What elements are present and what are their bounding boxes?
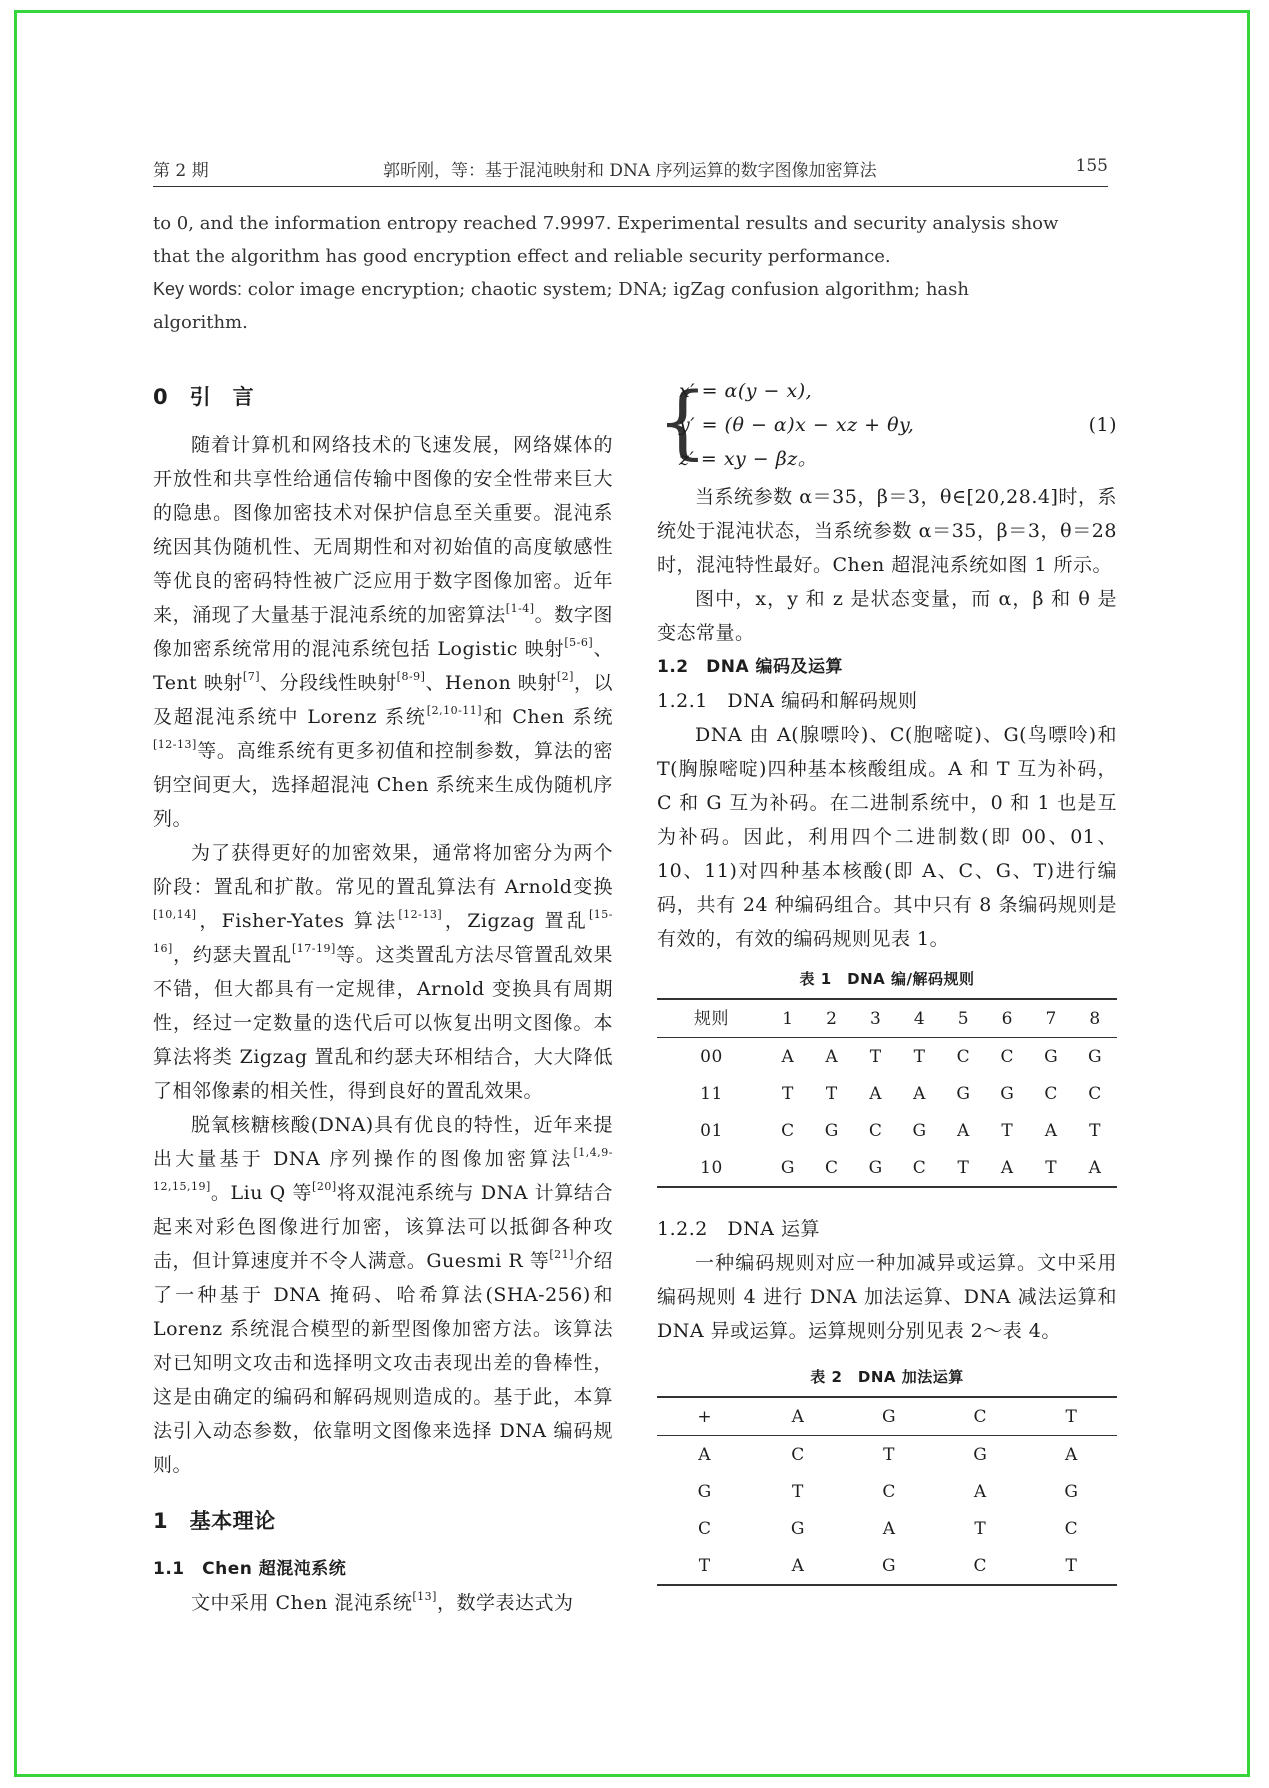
- table-cell: A: [1000, 1157, 1014, 1178]
- citation: [15-16]: [153, 908, 613, 955]
- subsection-1-1-title: 1.1 Chen 超混沌系统: [153, 1559, 347, 1579]
- citation: [12-13]: [398, 908, 443, 921]
- citation: [13]: [412, 1590, 437, 1603]
- citation: [2,10-11]: [426, 704, 483, 717]
- table-cell: 11: [700, 1083, 723, 1104]
- table-cell: 10: [700, 1157, 723, 1178]
- paragraph: DNA 由 A(腺嘌呤)、C(胞嘧啶)、G(鸟嘌呤)和 T(胸腺嘧啶)四种基本核酸组成。A 和 T 互为补码，C 和 G 互为补码。在二进制系统中，0 和 1 也是互为补码。因此，利用四个二进制数(即 00、01、10、11)对四种基本核酸(即 A、C、G、T)进行编码，共有 24 种编码组合。其中只有 8 条编码规则是有效的，有效的编码规则见表 1。: [657, 724, 1117, 950]
- table-cell: G: [780, 1157, 795, 1178]
- table-2: [657, 1396, 1117, 1586]
- table-row: [657, 1473, 1117, 1510]
- paragraph: 一种编码规则对应一种加减异或运算。文中采用编码规则 4 进行 DNA 加法运算、DNA 减法运算和 DNA 异或运算。运算规则分别见表 2～表 4。: [657, 1252, 1117, 1342]
- text: 脱氧核糖核酸(DNA)具有优良的特性，近年来提出大量基于 DNA 序列操作的图像加密算法: [153, 1114, 613, 1170]
- table-1-caption: 表 1 DNA 编/解码规则: [799, 970, 975, 988]
- citation: [5-6]: [564, 636, 594, 649]
- table-1: [657, 998, 1117, 1188]
- text: 随着计算机和网络技术的飞速发展，网络媒体的开放性和共享性给通信传输中图像的安全性带来巨大的隐患。图像加密技术对保护信息至关重要。混沌系统因其伪随机性、无周期性和对初始值的高度敏感性等优良的密码特性被广泛应用于数字图像加密。近年来，涌现了大量基于混沌系统的加密算法: [153, 434, 613, 626]
- text: 文中采用 Chen 混沌系统: [191, 1592, 413, 1614]
- section-1-title: 1 基本理论: [153, 1509, 276, 1533]
- table-row: [657, 1038, 1117, 1076]
- table-cell: C: [973, 1555, 987, 1576]
- table-cell: G: [1087, 1046, 1103, 1067]
- table-cell: T: [974, 1518, 987, 1539]
- table-cell: C: [697, 1518, 712, 1539]
- table-cell: T: [869, 1046, 882, 1067]
- left-column: [153, 380, 613, 1620]
- table-cell: C: [1044, 1083, 1058, 1104]
- citation: [17-19]: [291, 942, 336, 955]
- table-cell: T: [957, 1157, 970, 1178]
- equation-line: x′ = α(y − x),: [679, 380, 813, 402]
- text: ，数学表达式为: [436, 1592, 574, 1614]
- citation: [8-9]: [396, 670, 426, 683]
- table-cell: G: [824, 1120, 839, 1141]
- table-cell: C: [781, 1120, 795, 1141]
- table-cell: A: [1088, 1157, 1102, 1178]
- table-header-cell: 2: [810, 999, 854, 1038]
- equation-brace: {: [657, 375, 709, 468]
- paragraph: [153, 428, 613, 836]
- table-header-cell: 1: [766, 999, 810, 1038]
- text: 将双混沌系统与 DNA 计算结合起来对彩色图像进行加密，该算法可以抵御各种攻击，但计算速度并不令人满意。Guesmi R 等: [153, 1182, 613, 1272]
- table-cell: C: [882, 1481, 896, 1502]
- running-title: 郭昕刚，等：基于混沌映射和 DNA 序列运算的数字图像加密算法: [383, 161, 877, 181]
- table-cell: 00: [700, 1046, 723, 1067]
- table-header-row: [657, 1397, 1117, 1436]
- keywords-label: Key words:: [153, 279, 243, 299]
- text: 和 Chen 系统: [482, 706, 613, 728]
- page-number: 155: [1075, 156, 1108, 176]
- table-cell: G: [956, 1083, 971, 1104]
- table-header-cell: 7: [1029, 999, 1073, 1038]
- table-cell: A: [698, 1444, 712, 1465]
- table-cell: T: [1045, 1157, 1058, 1178]
- table-2-caption: 表 2 DNA 加法运算: [810, 1368, 964, 1386]
- table-cell: T: [698, 1555, 711, 1576]
- table-cell: G: [697, 1481, 712, 1502]
- table-cell: A: [1065, 1444, 1078, 1465]
- table-header-cell: 4: [898, 999, 942, 1038]
- table-cell: G: [868, 1157, 883, 1178]
- table-cell: G: [1000, 1083, 1015, 1104]
- table-cell: T: [825, 1083, 838, 1104]
- table-cell: T: [1001, 1120, 1014, 1141]
- running-header: [153, 150, 1108, 187]
- table-cell: T: [883, 1444, 896, 1465]
- table-header-row: [657, 999, 1117, 1038]
- text: 。Liu Q 等: [210, 1182, 313, 1204]
- table-row: [657, 1547, 1117, 1585]
- keywords-cont: algorithm.: [153, 312, 248, 333]
- table-row: [657, 1149, 1117, 1187]
- text: ，以及超混沌系统中 Lorenz 系统: [153, 672, 613, 728]
- table-cell: G: [1064, 1481, 1079, 1502]
- table-header-cell: T: [1026, 1397, 1117, 1436]
- table-cell: G: [912, 1120, 927, 1141]
- table-cell: C: [868, 1120, 883, 1141]
- table-cell: A: [781, 1046, 795, 1067]
- table-header-cell: 6: [985, 999, 1029, 1038]
- equation-number: (1): [1088, 414, 1117, 436]
- subsection-1-2-1-title: 1.2.1 DNA 编码和解码规则: [657, 690, 918, 712]
- table-row: [657, 1436, 1117, 1474]
- text: ，Fisher-Yates 算法: [196, 910, 399, 932]
- text: ，Zigzag 置乱: [442, 910, 589, 932]
- table-cell: A: [791, 1555, 805, 1576]
- table-cell: T: [792, 1481, 804, 1502]
- paragraph: 当系统参数 α＝35，β＝3，θ∈[20,28.4]时，系统处于混沌状态，当系统参数 α＝35，β＝3，θ＝28 时，混沌特性最好。Chen 超混沌系统如图 1 所示。: [657, 486, 1117, 576]
- citation: [2]: [556, 670, 574, 683]
- table-cell: G: [973, 1444, 988, 1465]
- table-row: [657, 1510, 1117, 1547]
- table-cell: C: [1064, 1518, 1079, 1539]
- text: 、分段线性映射: [260, 672, 397, 694]
- paragraph: [153, 1586, 613, 1620]
- table-header-cell: C: [935, 1397, 1026, 1436]
- text: 等。这类置乱方法尽管置乱效果不错，但大都具有一定规律，Arnold 变换具有周期性，经过一定数量的迭代后可以恢复出明文图像。本算法将类 Zigzag 置乱和约瑟夫环相结合，大大降低了相邻像素的相关性，得到良好的置乱效果。: [153, 944, 613, 1102]
- table-header-cell: G: [844, 1397, 935, 1436]
- table-cell: A: [882, 1518, 896, 1539]
- equation-1: [657, 372, 1117, 480]
- table-cell: A: [957, 1120, 970, 1141]
- equation-line: y′ = (θ − α)x − xz + θy,: [679, 414, 915, 436]
- table-row: [657, 1112, 1117, 1149]
- citation: [10,14]: [153, 908, 197, 921]
- citation: [1-4]: [505, 602, 535, 615]
- citation: [20]: [312, 1180, 337, 1193]
- table-cell: A: [869, 1083, 883, 1104]
- table-cell: T: [781, 1083, 794, 1104]
- abstract-text: [153, 207, 1113, 339]
- table-header-cell: 8: [1073, 999, 1117, 1038]
- abstract-line: that the algorithm has good encryption effect and reliable security performance.: [153, 246, 891, 267]
- citation: [7]: [242, 670, 261, 683]
- table-cell: T: [913, 1046, 926, 1067]
- table-header-cell: 5: [941, 999, 985, 1038]
- table-header-cell: 3: [854, 999, 898, 1038]
- table-cell: A: [1044, 1120, 1058, 1141]
- table-cell: A: [913, 1083, 926, 1104]
- text: ，约瑟夫置乱: [172, 944, 292, 966]
- table-cell: G: [1044, 1046, 1059, 1067]
- citation: [12-13]: [153, 738, 197, 751]
- table-header-cell: A: [752, 1397, 843, 1436]
- text: 介绍了一种基于 DNA 掩码、哈希算法(SHA-256)和 Lorenz 系统混合模型的新型图像加密方法。该算法对已知明文攻击和选择明文攻击表现出差的鲁棒性，这是由确定的编码和解码规则造成的。基于此，本算法引入动态参数，依靠明文图像来选择 DNA 编码规则。: [153, 1250, 613, 1476]
- table-cell: C: [791, 1444, 805, 1465]
- right-column: [657, 372, 1117, 1586]
- text: 为了获得更好的加密效果，通常将加密分为两个阶段：置乱和扩散。常见的置乱算法有 Arnold变换: [153, 842, 613, 898]
- table-cell: C: [825, 1157, 839, 1178]
- table-cell: A: [973, 1481, 987, 1502]
- table-cell: C: [912, 1157, 927, 1178]
- subsection-1-2-2-title: 1.2.2 DNA 运算: [657, 1218, 820, 1240]
- table-row: [657, 1075, 1117, 1112]
- table-cell: G: [790, 1518, 805, 1539]
- text: 、Tent 映射: [153, 638, 613, 694]
- abstract-line: to 0, and the information entropy reached 7.9997. Experimental results and security analysis show: [153, 213, 1059, 234]
- table-cell: G: [882, 1555, 897, 1576]
- table-header-cell: 规则: [657, 999, 766, 1038]
- paragraph: [153, 1108, 613, 1482]
- subsection-1-2-title: 1.2 DNA 编码及运算: [657, 657, 844, 677]
- table-header-cell: +: [657, 1397, 752, 1436]
- paragraph: 图中，x，y 和 z 是状态变量，而 α，β 和 θ 是变态常量。: [657, 588, 1117, 644]
- equation-line: z′ = xy − βz。: [679, 448, 818, 470]
- table-cell: C: [1000, 1046, 1015, 1067]
- text: 。数字图像加密系统常用的混沌系统包括 Logistic 映射: [153, 604, 613, 660]
- table-cell: C: [1088, 1083, 1102, 1104]
- table-cell: 01: [700, 1120, 723, 1141]
- citation: [21]: [549, 1248, 574, 1261]
- table-cell: A: [825, 1046, 839, 1067]
- text: 等。高维系统有更多初值和控制参数，算法的密钥空间更大，选择超混沌 Chen 系统来生成伪随机序列。: [153, 740, 613, 830]
- section-0-title: 0 引 言: [153, 385, 255, 409]
- text: 、Henon 映射: [425, 672, 557, 694]
- table-cell: T: [1089, 1120, 1101, 1141]
- citation: [1,4,9-12,15,19]: [153, 1146, 613, 1193]
- issue-number: 第 2 期: [153, 161, 209, 181]
- table-cell: C: [956, 1046, 971, 1067]
- table-cell: T: [1065, 1555, 1078, 1576]
- keywords: [153, 273, 1113, 306]
- paragraph: [153, 836, 613, 1108]
- keywords-text: color image encryption; chaotic system; DNA; igZag confusion algorithm; hash: [242, 279, 969, 300]
